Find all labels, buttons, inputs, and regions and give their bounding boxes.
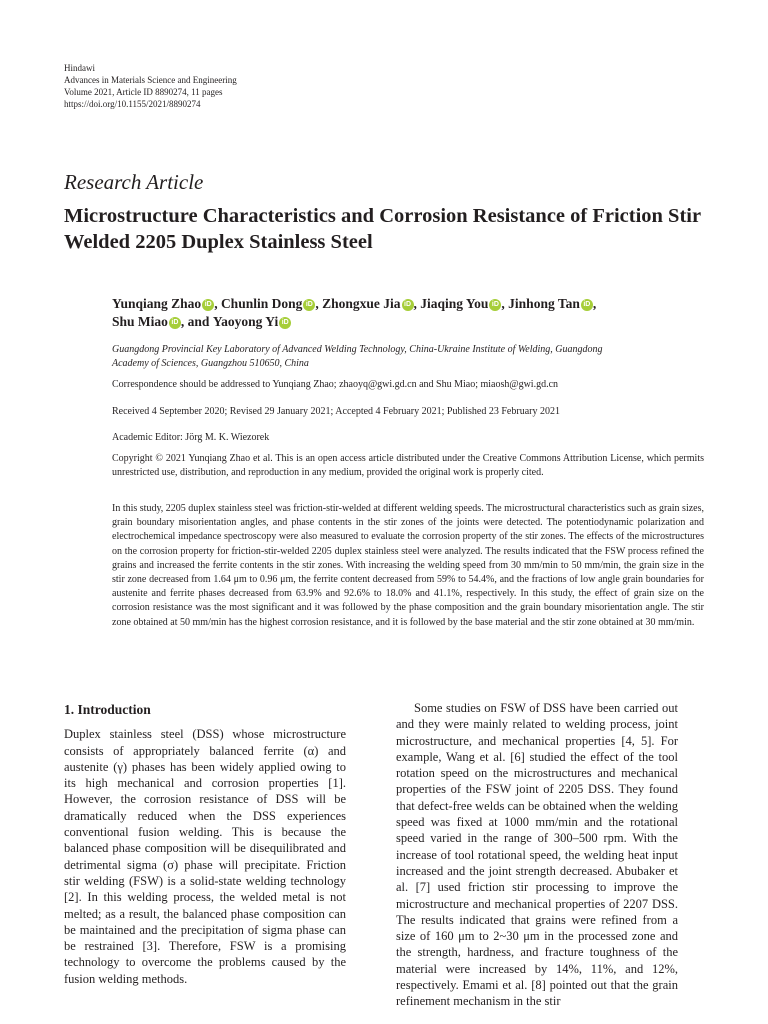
- orcid-icon[interactable]: iD: [581, 299, 593, 311]
- author-separator: ,: [501, 296, 509, 311]
- orcid-icon[interactable]: iD: [202, 299, 214, 311]
- author-separator: ,: [315, 296, 323, 311]
- author-name[interactable]: Jiaqing You: [420, 296, 489, 311]
- volume-info: Volume 2021, Article ID 8890274, 11 pages: [64, 87, 223, 97]
- author-entry: [508, 296, 596, 311]
- intro-paragraph-right: Some studies on FSW of DSS have been carried out and they were mainly related to welding process, joint microstructure, and mechanical properties [4, 5]. For example, Wang et al. [6] studied the effect of the tool rotation speed on the microstructures and mechanical properties of the FSW joint of 2205 DSS. They found that defect-free welds can be obtained when the welding speed was fixed at 1000 mm/min and the rotational speed varied in the range of 300–500 rpm. With the increase of tool rotational speed, the welding heat input increased and the joint strength decreased. Abubaker et al. [7] used friction stir processing to improve the microstructure and mechanical properties of 2207 DSS. The results indicated that grains were refined from a size of 160 μm to 2~30 μm in the processed zone and the strength, hardness, and fracture toughness of the material were increased by 14%, 11%, and 12%, respectively. Emami et al. [8] pointed out that the grain refinement mechanism in the stir: [396, 701, 678, 1009]
- orcid-icon[interactable]: iD: [402, 299, 414, 311]
- author-name[interactable]: Yunqiang Zhao: [112, 296, 202, 311]
- abstract: In this study, 2205 duplex stainless steel was friction-stir-welded at different welding speeds. The microstructural characteristics such as grain sizes, grain boundary misorientation angles, and phase contents in the stir zones of the joints were detected. The potentiodynamic polarization and electrochemical impedance spectroscopy were also measured to evaluate the corrosion property of the stir zones. The effects of the microstructures on the corrosion property for friction-stir-welded 2205 duplex stainless steel were analyzed. The results indicated that the FSW process refined the grains and increased the ferrite contents in the stir zones. With increasing the welding speed from 30 mm/min to 50 mm/min, the grain size in the stir zone decreased from 1.64 μm to 0.96 μm, the ferrite content decreased from 59% to 54.4%, and the fractions of low angle grain boundaries for austenite and ferrite phases decreased from 63.9% and 92.6% to 18.0% and 41.1%, respectively. In this study, the effect of grain size on the corrosion resistance was the most significant and it was followed by the phase composition and the grain boundary misorientation angle. The stir zone obtained at 50 mm/min has the highest corrosion resistance, and it is followed by the base material and the stir zone obtained at 30 mm/min.: [112, 503, 704, 628]
- left-column: [64, 700, 346, 987]
- article-type: Research Article: [64, 170, 204, 194]
- author-list: [112, 295, 672, 331]
- journal-header: [64, 62, 237, 110]
- right-column: [396, 700, 678, 1010]
- section-heading: 1. Introduction: [64, 702, 151, 717]
- author-separator: , and: [180, 314, 213, 329]
- author-separator: ,: [592, 296, 597, 311]
- author-separator: ,: [413, 296, 421, 311]
- copyright-notice: Copyright © 2021 Yunqiang Zhao et al. This is an open access article distributed under the Creative Commons Attribution License, which permits unrestricted use, distribution, and reproduction in any medium, provided the original work is properly cited.: [112, 453, 704, 478]
- author-name[interactable]: Jinhong Tan: [508, 296, 580, 311]
- author-entry: [112, 314, 213, 329]
- author-entry: [112, 296, 221, 311]
- author-entry: [322, 296, 420, 311]
- intro-paragraph-left: Duplex stainless steel (DSS) whose microstructure consists of appropriately balanced ferrite (α) and austenite (γ) phases has been widely applied owing to its high mechanical and corrosion properties [1]. However, the corrosion resistance of DSS will be dramatically reduced when the DSS experiences conventional fusion welding. This is because the balanced phase composition will be disequilibrated and detrimental sigma (σ) phase will precipitate. Friction stir welding (FSW) is a solid-state welding technology [2]. In this welding process, the welded metal is not melted; as a result, the balanced phase composition can be maintained and the precipitation of sigma phase can be restrained [3]. Therefore, FSW is a promising technology to overcome the problems caused by the fusion welding methods.: [64, 727, 346, 986]
- affiliation: Guangdong Provincial Key Laboratory of Advanced Welding Technology, China-Ukraine Institute of Welding, Guangdong Academy of Sciences, Guangzhou 510650, China: [112, 344, 603, 369]
- author-name[interactable]: Yaoyong Yi: [212, 314, 279, 329]
- author-name[interactable]: Zhongxue Jia: [322, 296, 401, 311]
- author-entry: [221, 296, 322, 311]
- journal-name: Advances in Materials Science and Engineering: [64, 75, 237, 85]
- doi-link[interactable]: https://doi.org/10.1155/2021/8890274: [64, 99, 201, 109]
- publication-dates: Received 4 September 2020; Revised 29 January 2021; Accepted 4 February 2021; Published 23 February 2021: [112, 406, 560, 417]
- author-separator: ,: [214, 296, 221, 311]
- author-name[interactable]: Shu Miao: [112, 314, 168, 329]
- orcid-icon[interactable]: iD: [489, 299, 501, 311]
- publisher-name: Hindawi: [64, 63, 95, 73]
- author-entry: [420, 296, 508, 311]
- orcid-icon[interactable]: iD: [279, 317, 291, 329]
- academic-editor: Academic Editor: Jörg M. K. Wiezorek: [112, 432, 270, 443]
- paper-title: Microstructure Characteristics and Corrosion Resistance of Friction Stir Welded 2205 Duplex Stainless Steel: [64, 205, 701, 253]
- orcid-icon[interactable]: iD: [169, 317, 181, 329]
- author-entry: [213, 314, 291, 329]
- orcid-icon[interactable]: iD: [303, 299, 315, 311]
- author-name[interactable]: Chunlin Dong: [220, 296, 303, 311]
- correspondence: Correspondence should be addressed to Yunqiang Zhao; zhaoyq@gwi.gd.cn and Shu Miao; miaosh@gwi.gd.cn: [112, 379, 559, 390]
